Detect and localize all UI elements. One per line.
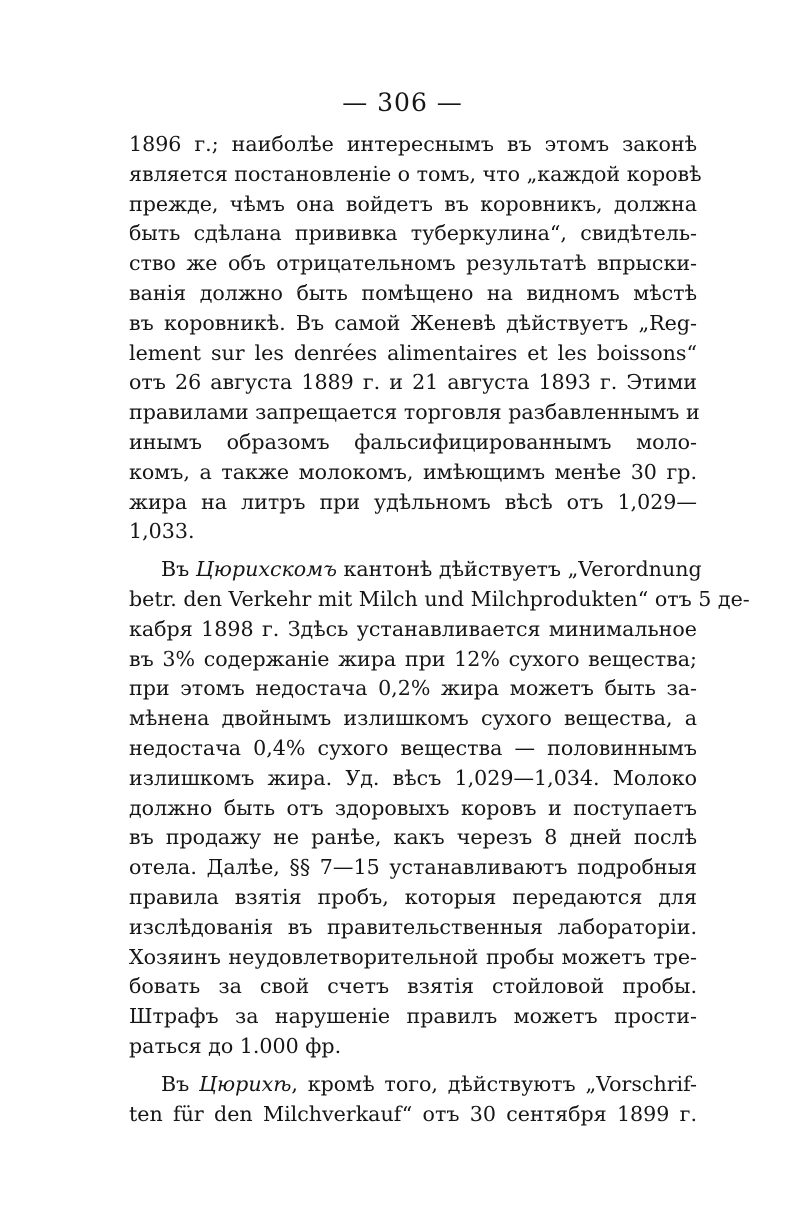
body-text [129, 130, 750, 1129]
text-line: излишкомъ жира. Уд. вѣсъ 1,029—1,034. Молоко [129, 765, 697, 790]
text-line: ство же объ отрицательномъ результатѣ впрыски- [129, 251, 697, 276]
text-line: жира на литръ при удѣльномъ вѣсѣ отъ 1,029— [129, 489, 697, 514]
text-line [129, 1070, 697, 1100]
text-run: Въ [161, 1071, 200, 1096]
text-line: недостача 0,4% сухого вещества — половиннымъ [129, 735, 697, 760]
text-line: 1896 г.; наиболѣе интереснымъ въ этомъ законѣ [129, 132, 697, 156]
text-line: lement sur les denrées alimentaires et les boissons“ [129, 340, 697, 365]
text-line: 1,033. [129, 519, 195, 544]
paragraph-2 [129, 555, 750, 1062]
text-line: изслѣдованія въ правительственныя лабораторіи. [129, 914, 697, 939]
city-name: Цюрихѣ [199, 1071, 292, 1096]
text-line: правила взятія пробъ, которыя передаются для [129, 884, 697, 909]
text-line: при этомъ недостача 0,2% жира можетъ быть за- [129, 676, 697, 701]
text-line: отела. Далѣе, §§ 7—15 устанавливаютъ подробныя [129, 855, 697, 880]
text-line: ten für den Milchverkauf“ отъ 30 сентября 1899 г. [129, 1101, 697, 1126]
text-run: кантонѣ дѣйствуетъ „Verordnung [336, 557, 702, 582]
text-line [129, 555, 702, 585]
text-line: отъ 26 августа 1889 г. и 21 августа 1893 г. Этими [129, 370, 697, 395]
text-line: въ коровникѣ. Въ самой Женевѣ дѣйствуетъ „Reg- [129, 310, 697, 335]
text-line: раться до 1.000 фр. [129, 1033, 342, 1058]
paragraph-1 [129, 130, 702, 547]
text-line: Хозяинъ неудовлетворительной пробы можетъ тре- [129, 944, 697, 969]
text-line: должно быть отъ здоровыхъ коровъ и поступаетъ [129, 795, 697, 820]
text-line: правилами запрещается торговля разбавленнымъ и [129, 400, 700, 425]
text-line: комъ, а также молокомъ, имѣющимъ менѣе 30 гр. [129, 459, 697, 484]
canton-name: Цюрихскомъ [195, 557, 337, 582]
text-run: , кромѣ того, дѣйствуютъ „Vorschrif- [291, 1071, 697, 1096]
text-line: въ продажу не ранѣе, какъ черезъ 8 дней послѣ [129, 825, 697, 850]
text-line: инымъ образомъ фальсифицированнымъ моло- [129, 429, 697, 454]
text-line: въ 3% содержаніе жира при 12% сухого вещества; [129, 646, 697, 671]
text-line: является постановленіе о томъ, что „каждой коровѣ [129, 161, 702, 186]
text-line: Штрафъ за нарушеніе правилъ можетъ прости- [129, 1004, 697, 1029]
text-line: ванія должно быть помѣщено на видномъ мѣстѣ [129, 280, 697, 305]
page-number: — 306 — [342, 88, 463, 117]
text-line: кабря 1898 г. Здѣсь устанавливается минимальное [129, 616, 697, 641]
text-line: betr. den Verkehr mit Milch und Milchprodukten“ отъ 5 де- [129, 586, 750, 611]
text-line: мѣнена двойнымъ излишкомъ сухого вещества, а [129, 706, 697, 731]
text-line: быть сдѣлана прививка туберкулина“, свидѣтель- [129, 221, 697, 246]
text-line: прежде, чѣмъ она войдетъ въ коровникъ, должна [129, 191, 697, 216]
text-line: бовать за свой счетъ взятія стойловой пробы. [129, 974, 697, 999]
paragraph-3 [129, 1070, 697, 1130]
text-run: Въ [161, 557, 196, 582]
